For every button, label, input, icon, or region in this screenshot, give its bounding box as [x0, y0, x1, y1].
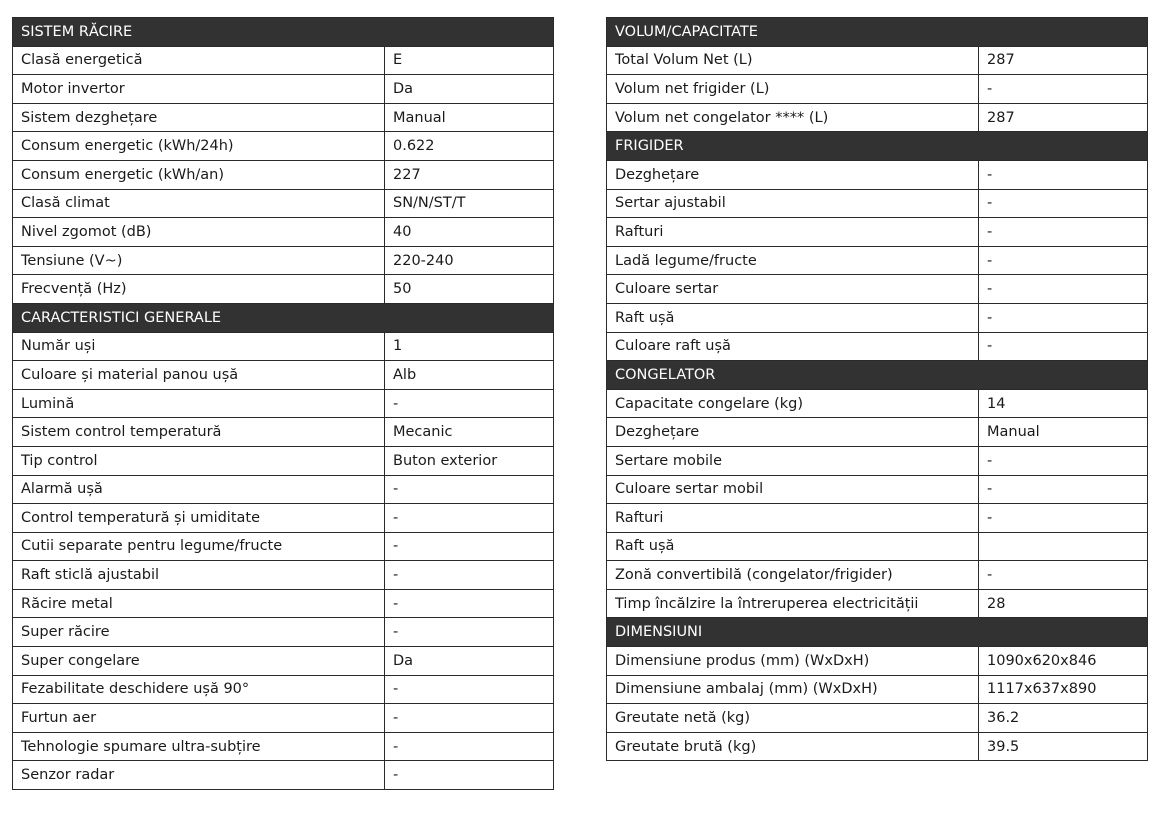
spec-row: [13, 189, 554, 218]
spec-row: [607, 332, 1148, 361]
spec-label: Tip control: [13, 446, 385, 475]
spec-value: 287: [979, 103, 1148, 132]
spec-label: Fezabilitate deschidere ușă 90°: [13, 675, 385, 704]
spec-row: [607, 218, 1148, 247]
section-title: CONGELATOR: [607, 361, 1148, 390]
spec-value: Manual: [979, 418, 1148, 447]
spec-row: [607, 532, 1148, 561]
spec-value: -: [979, 303, 1148, 332]
spec-row: [607, 75, 1148, 104]
spec-label: Senzor radar: [13, 761, 385, 790]
spec-value: 0.622: [385, 132, 554, 161]
section-header: [13, 18, 554, 47]
spec-label: Greutate brută (kg): [607, 732, 979, 761]
spec-value: Manual: [385, 103, 554, 132]
spec-row: [13, 246, 554, 275]
spec-row: [13, 75, 554, 104]
spec-row: [13, 132, 554, 161]
spec-value: -: [979, 218, 1148, 247]
section-header: [607, 618, 1148, 647]
spec-label: Dimensiune produs (mm) (WxDxH): [607, 647, 979, 676]
spec-label: Frecvență (Hz): [13, 275, 385, 304]
spec-row: [13, 103, 554, 132]
spec-value: -: [979, 75, 1148, 104]
section-title: FRIGIDER: [607, 132, 1148, 161]
spec-label: Volum net congelator **** (L): [607, 103, 979, 132]
spec-value: -: [385, 704, 554, 733]
spec-value: -: [385, 589, 554, 618]
spec-label: Furtun aer: [13, 704, 385, 733]
spec-row: [13, 647, 554, 676]
spec-value: 14: [979, 389, 1148, 418]
spec-value: 220-240: [385, 246, 554, 275]
spec-label: Număr uși: [13, 332, 385, 361]
spec-value: -: [979, 446, 1148, 475]
spec-label: Răcire metal: [13, 589, 385, 618]
spec-value: -: [385, 561, 554, 590]
section-header: [13, 303, 554, 332]
spec-label: Raft ușă: [607, 303, 979, 332]
spec-label: Super răcire: [13, 618, 385, 647]
spec-row: [607, 303, 1148, 332]
spec-row: [607, 647, 1148, 676]
spec-label: Lumină: [13, 389, 385, 418]
section-title: SISTEM RĂCIRE: [13, 18, 554, 47]
spec-value: 36.2: [979, 704, 1148, 733]
spec-label: Sistem dezghețare: [13, 103, 385, 132]
spec-label: Culoare și material panou ușă: [13, 361, 385, 390]
spec-label: Rafturi: [607, 504, 979, 533]
spec-row: [13, 561, 554, 590]
spec-row: [607, 189, 1148, 218]
spec-row: [607, 504, 1148, 533]
spec-value: 50: [385, 275, 554, 304]
spec-row: [13, 160, 554, 189]
section-title: DIMENSIUNI: [607, 618, 1148, 647]
spec-label: Nivel zgomot (dB): [13, 218, 385, 247]
spec-row: [13, 675, 554, 704]
spec-row: [607, 46, 1148, 75]
spec-label: Culoare sertar: [607, 275, 979, 304]
section-header: [607, 132, 1148, 161]
spec-label: Ladă legume/fructe: [607, 246, 979, 275]
spec-row: [13, 732, 554, 761]
spec-label: Cutii separate pentru legume/fructe: [13, 532, 385, 561]
spec-row: [13, 761, 554, 790]
spec-row: [13, 418, 554, 447]
section-title: CARACTERISTICI GENERALE: [13, 303, 554, 332]
spec-value: -: [385, 761, 554, 790]
spec-row: [13, 589, 554, 618]
spec-label: Motor invertor: [13, 75, 385, 104]
spec-value: -: [385, 389, 554, 418]
spec-label: Timp încălzire la întreruperea electricității: [607, 589, 979, 618]
spec-label: Dezghețare: [607, 160, 979, 189]
spec-label: Raft ușă: [607, 532, 979, 561]
spec-value: Mecanic: [385, 418, 554, 447]
spec-row: [607, 704, 1148, 733]
spec-table-left: [12, 17, 554, 790]
spec-row: [607, 275, 1148, 304]
spec-value: 39.5: [979, 732, 1148, 761]
spec-label: Sertare mobile: [607, 446, 979, 475]
spec-value: -: [979, 475, 1148, 504]
spec-row: [607, 389, 1148, 418]
spec-row: [13, 361, 554, 390]
spec-value: 287: [979, 46, 1148, 75]
spec-row: [607, 732, 1148, 761]
spec-row: [607, 246, 1148, 275]
spec-row: [13, 618, 554, 647]
spec-value: -: [385, 532, 554, 561]
spec-table-right: [606, 17, 1148, 761]
spec-value: Da: [385, 647, 554, 676]
spec-value: -: [979, 160, 1148, 189]
spec-value: Buton exterior: [385, 446, 554, 475]
spec-row: [13, 275, 554, 304]
spec-row: [13, 475, 554, 504]
spec-label: Consum energetic (kWh/24h): [13, 132, 385, 161]
spec-value: -: [979, 246, 1148, 275]
spec-value: 227: [385, 160, 554, 189]
spec-value: -: [385, 504, 554, 533]
spec-value: -: [385, 675, 554, 704]
spec-row: [13, 389, 554, 418]
spec-row: [607, 589, 1148, 618]
spec-row: [13, 332, 554, 361]
spec-label: Alarmă ușă: [13, 475, 385, 504]
spec-label: Volum net frigider (L): [607, 75, 979, 104]
spec-label: Tehnologie spumare ultra-subțire: [13, 732, 385, 761]
spec-row: [13, 704, 554, 733]
spec-label: Total Volum Net (L): [607, 46, 979, 75]
spec-value: 40: [385, 218, 554, 247]
spec-value: -: [979, 189, 1148, 218]
spec-value: Alb: [385, 361, 554, 390]
spec-row: [13, 218, 554, 247]
spec-label: Greutate netă (kg): [607, 704, 979, 733]
spec-row: [607, 418, 1148, 447]
section-title: VOLUM/CAPACITATE: [607, 18, 1148, 47]
spec-value: -: [385, 475, 554, 504]
spec-value: -: [979, 332, 1148, 361]
spec-value: 1: [385, 332, 554, 361]
spec-label: Tensiune (V~): [13, 246, 385, 275]
section-header: [607, 361, 1148, 390]
spec-value: E: [385, 46, 554, 75]
section-header: [607, 18, 1148, 47]
spec-label: Super congelare: [13, 647, 385, 676]
spec-value: -: [979, 561, 1148, 590]
spec-label: Consum energetic (kWh/an): [13, 160, 385, 189]
spec-label: Sistem control temperatură: [13, 418, 385, 447]
spec-label: Control temperatură și umiditate: [13, 504, 385, 533]
spec-row: [13, 532, 554, 561]
spec-row: [607, 561, 1148, 590]
spec-label: Raft sticlă ajustabil: [13, 561, 385, 590]
spec-label: Sertar ajustabil: [607, 189, 979, 218]
spec-value: -: [385, 732, 554, 761]
spec-label: Rafturi: [607, 218, 979, 247]
spec-value: -: [979, 275, 1148, 304]
spec-row: [13, 46, 554, 75]
spec-label: Clasă climat: [13, 189, 385, 218]
spec-value: 1090x620x846: [979, 647, 1148, 676]
spec-row: [607, 675, 1148, 704]
spec-value: Da: [385, 75, 554, 104]
spec-label: Culoare sertar mobil: [607, 475, 979, 504]
spec-row: [607, 475, 1148, 504]
spec-row: [607, 103, 1148, 132]
spec-label: Dezghețare: [607, 418, 979, 447]
spec-value: 1117x637x890: [979, 675, 1148, 704]
spec-value: -: [979, 504, 1148, 533]
spec-label: Dimensiune ambalaj (mm) (WxDxH): [607, 675, 979, 704]
spec-row: [607, 446, 1148, 475]
spec-label: Clasă energetică: [13, 46, 385, 75]
spec-value: 28: [979, 589, 1148, 618]
spec-value: [979, 532, 1148, 561]
spec-row: [607, 160, 1148, 189]
spec-label: Zonă convertibilă (congelator/frigider): [607, 561, 979, 590]
spec-row: [13, 504, 554, 533]
spec-value: -: [385, 618, 554, 647]
spec-label: Capacitate congelare (kg): [607, 389, 979, 418]
spec-value: SN/N/ST/T: [385, 189, 554, 218]
spec-label: Culoare raft ușă: [607, 332, 979, 361]
spec-row: [13, 446, 554, 475]
